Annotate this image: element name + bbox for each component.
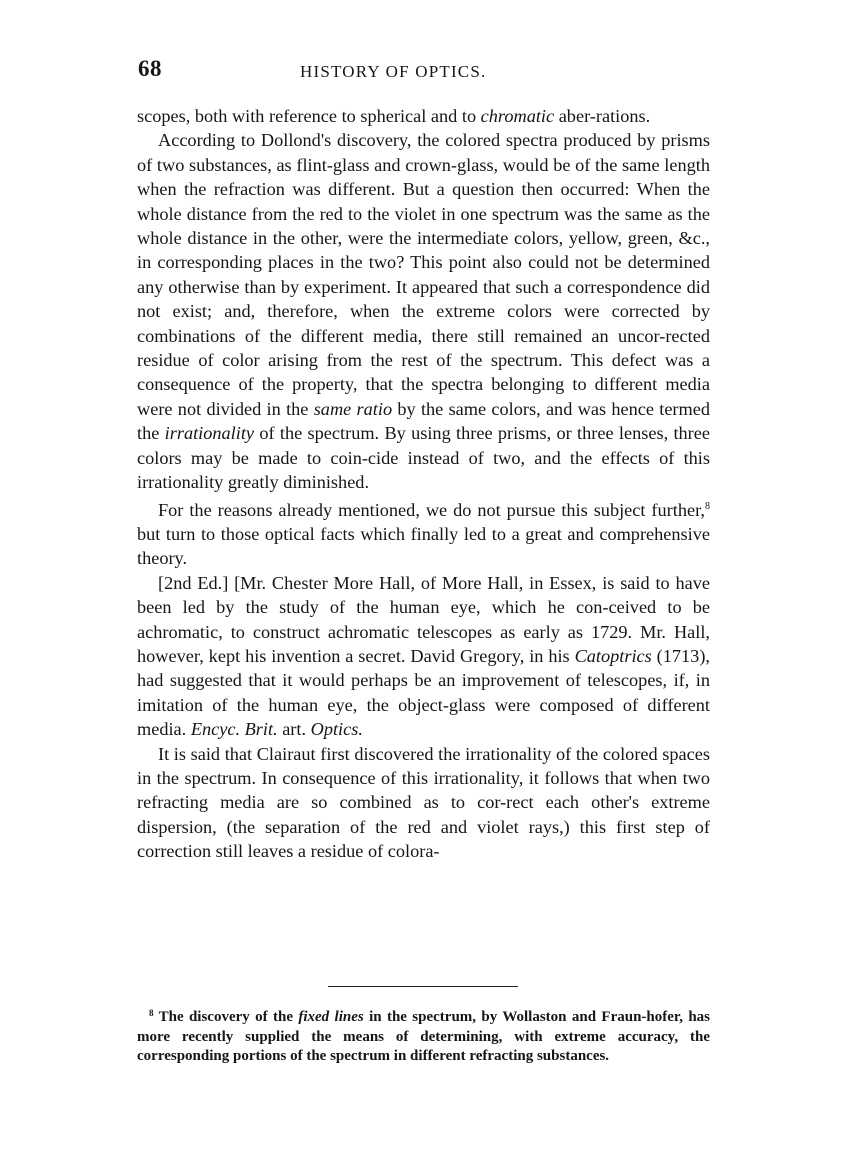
- paragraph-dollond: [137, 128, 710, 494]
- footnote-mark: 8: [149, 1008, 154, 1018]
- footnote-reference: 8: [705, 500, 710, 512]
- body-text: [137, 104, 710, 864]
- text-span: The discovery of the: [153, 1009, 299, 1025]
- footnote: [137, 1004, 710, 1067]
- italic-term: fixed lines: [298, 1009, 364, 1025]
- text-span: but turn to those optical facts which finally led to a great and comprehensive theory.: [137, 523, 710, 569]
- text-span: [2nd Ed.] [Mr. Chester More Hall, of More Hall, in Essex, is said to have been led by the study of the human eye, which he con-ceived to be achromatic, to construct achromatic telescopes as early as 1729. Mr. Hall, however, kept his invention a secret. David Gregory, in his: [137, 572, 710, 666]
- italic-term: Optics.: [310, 719, 363, 740]
- footnote-divider: [328, 986, 518, 987]
- italic-term: irrationality: [164, 423, 255, 444]
- paragraph-reasons: [137, 495, 710, 571]
- running-head: [300, 62, 486, 82]
- paragraph-hall: [137, 571, 710, 742]
- italic-term: Catoptrics: [574, 645, 652, 666]
- text-span: in the spectrum, by Wollaston and Fraun-hofer, has more recently supplied the means of determining, with extreme accuracy, the corresponding portions of the spectrum in different refracting substances.: [137, 1009, 710, 1065]
- italic-term: same ratio: [313, 398, 393, 419]
- italic-term: Encyc. Brit.: [190, 719, 278, 740]
- text-span: It is said that Clairaut first discovered the irrationality of the colored spaces in the spectrum. In consequence of this irrationality, it follows that when two refracting media are so combined as to cor-rect each other's extreme dispersion, (the separation of the red and violet rays,) this first step of correction still leaves a residue of colora-: [137, 743, 710, 862]
- italic-term: chromatic: [480, 106, 555, 126]
- text-span: scopes, both with reference to spherical and to: [137, 106, 481, 126]
- running-head-text: HISTORY OF OPTICS.: [300, 62, 487, 81]
- text-span: aber-rations.: [554, 106, 651, 126]
- page-number: 68: [138, 56, 162, 81]
- text-span: According to Dollond's discovery, the colored spectra produced by prisms of two substances, as flint-glass and crown-glass, would be of the same length when the refraction was different. But a question then occurred: When the whole distance from the red to the violet in one spectrum was the same as the whole distance in the other, were the intermediate colors, yellow, green, &c., in corresponding places in the two? This point also could not be determined any otherwise than by experiment. It appeared that such a correspondence did not exist; and, therefore, when the extreme colors were corrected by combinations of the different media, there still remained an uncor-rected residue of color arising from the rest of the spectrum. This defect was a consequence of the property, that the spectra belonging to different media were not divided in the: [137, 130, 710, 419]
- text-span: art.: [277, 719, 311, 740]
- paragraph-clairaut: [137, 742, 710, 864]
- text-span: of the spectrum. By using three prisms, or three lenses, three colors may be made to coin-cide instead of two, and the effects of this irrationality greatly diminished.: [137, 423, 710, 493]
- text-span: For the reasons already mentioned, we do not pursue this subject further,: [158, 499, 705, 520]
- text-span: (1713), had suggested that it would perhaps be an improvement of telescopes, if, in imitation of the human eye, the object-glass were composed of different media.: [137, 645, 710, 740]
- paragraph-continued: [137, 104, 710, 128]
- text-span: by the same colors, and was hence termed the: [137, 398, 710, 444]
